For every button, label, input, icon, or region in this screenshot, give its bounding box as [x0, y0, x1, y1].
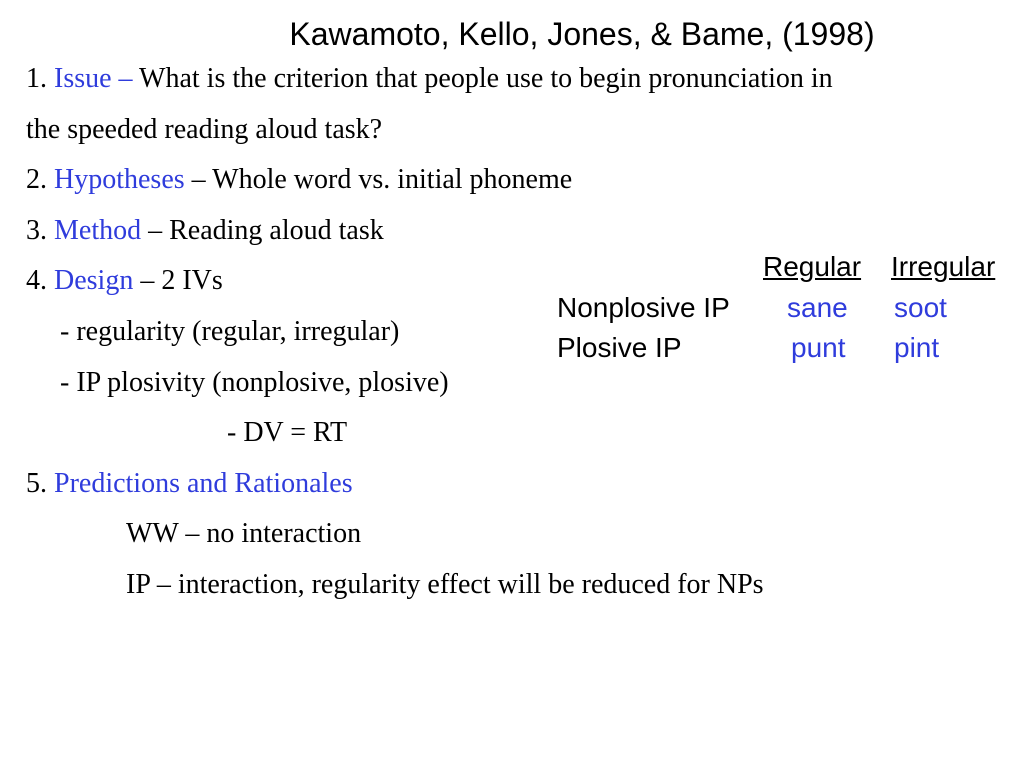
- item-heading-design: Design: [54, 265, 134, 297]
- item-text: What is the criterion that people use to begin pronunciation in: [139, 63, 833, 94]
- cell-irregular-word: soot: [894, 291, 947, 323]
- item-number: 3.: [26, 214, 47, 246]
- design-sub-regularity: - regularity (regular, irregular): [60, 315, 400, 347]
- item-number: 5.: [26, 467, 47, 499]
- item-number: 1.: [26, 63, 47, 94]
- item-text: – Whole word vs. initial phoneme: [191, 164, 573, 196]
- item-number: 4.: [26, 265, 47, 297]
- row-label-nonplosive: Nonplosive IP: [557, 291, 730, 323]
- column-header-regular: Regular: [763, 251, 862, 282]
- item-number: 2.: [26, 164, 47, 196]
- slide-title: Kawamoto, Kello, Jones, & Bame, (1998): [289, 16, 875, 52]
- outline: [26, 54, 1016, 611]
- prediction-ww: WW – no interaction: [126, 518, 362, 550]
- outline-item-method: [26, 206, 1016, 257]
- design-sub-dv: - DV = RT: [227, 417, 348, 449]
- cell-irregular-word: pint: [894, 332, 940, 363]
- cell-regular-word: sane: [787, 291, 848, 323]
- outline-item-predictions: [26, 459, 1016, 510]
- column-header-irregular: Irregular: [891, 251, 996, 282]
- outline-item-issue-continued: [26, 105, 1016, 156]
- cell-regular-word: punt: [791, 332, 846, 363]
- item-text: – 2 IVs: [140, 265, 223, 297]
- item-heading-predictions: Predictions and Rationales: [54, 467, 353, 499]
- outline-item-hypotheses: [26, 155, 1016, 206]
- item-heading-issue: Issue –: [54, 63, 133, 94]
- prediction-ip: IP – interaction, regularity effect will be reduced for NPs: [126, 568, 764, 600]
- outline-item-issue: [26, 54, 1016, 105]
- item-heading-hypotheses: Hypotheses: [54, 164, 185, 196]
- item-text: – Reading aloud task: [148, 214, 384, 246]
- row-label-plosive: Plosive IP: [557, 332, 682, 363]
- item-text-continued: the speeded reading aloud task?: [26, 113, 383, 145]
- outline-item-design: [26, 256, 1016, 307]
- design-sub-plosivity: - IP plosivity (nonplosive, plosive): [60, 366, 449, 398]
- item-heading-method: Method: [54, 214, 142, 246]
